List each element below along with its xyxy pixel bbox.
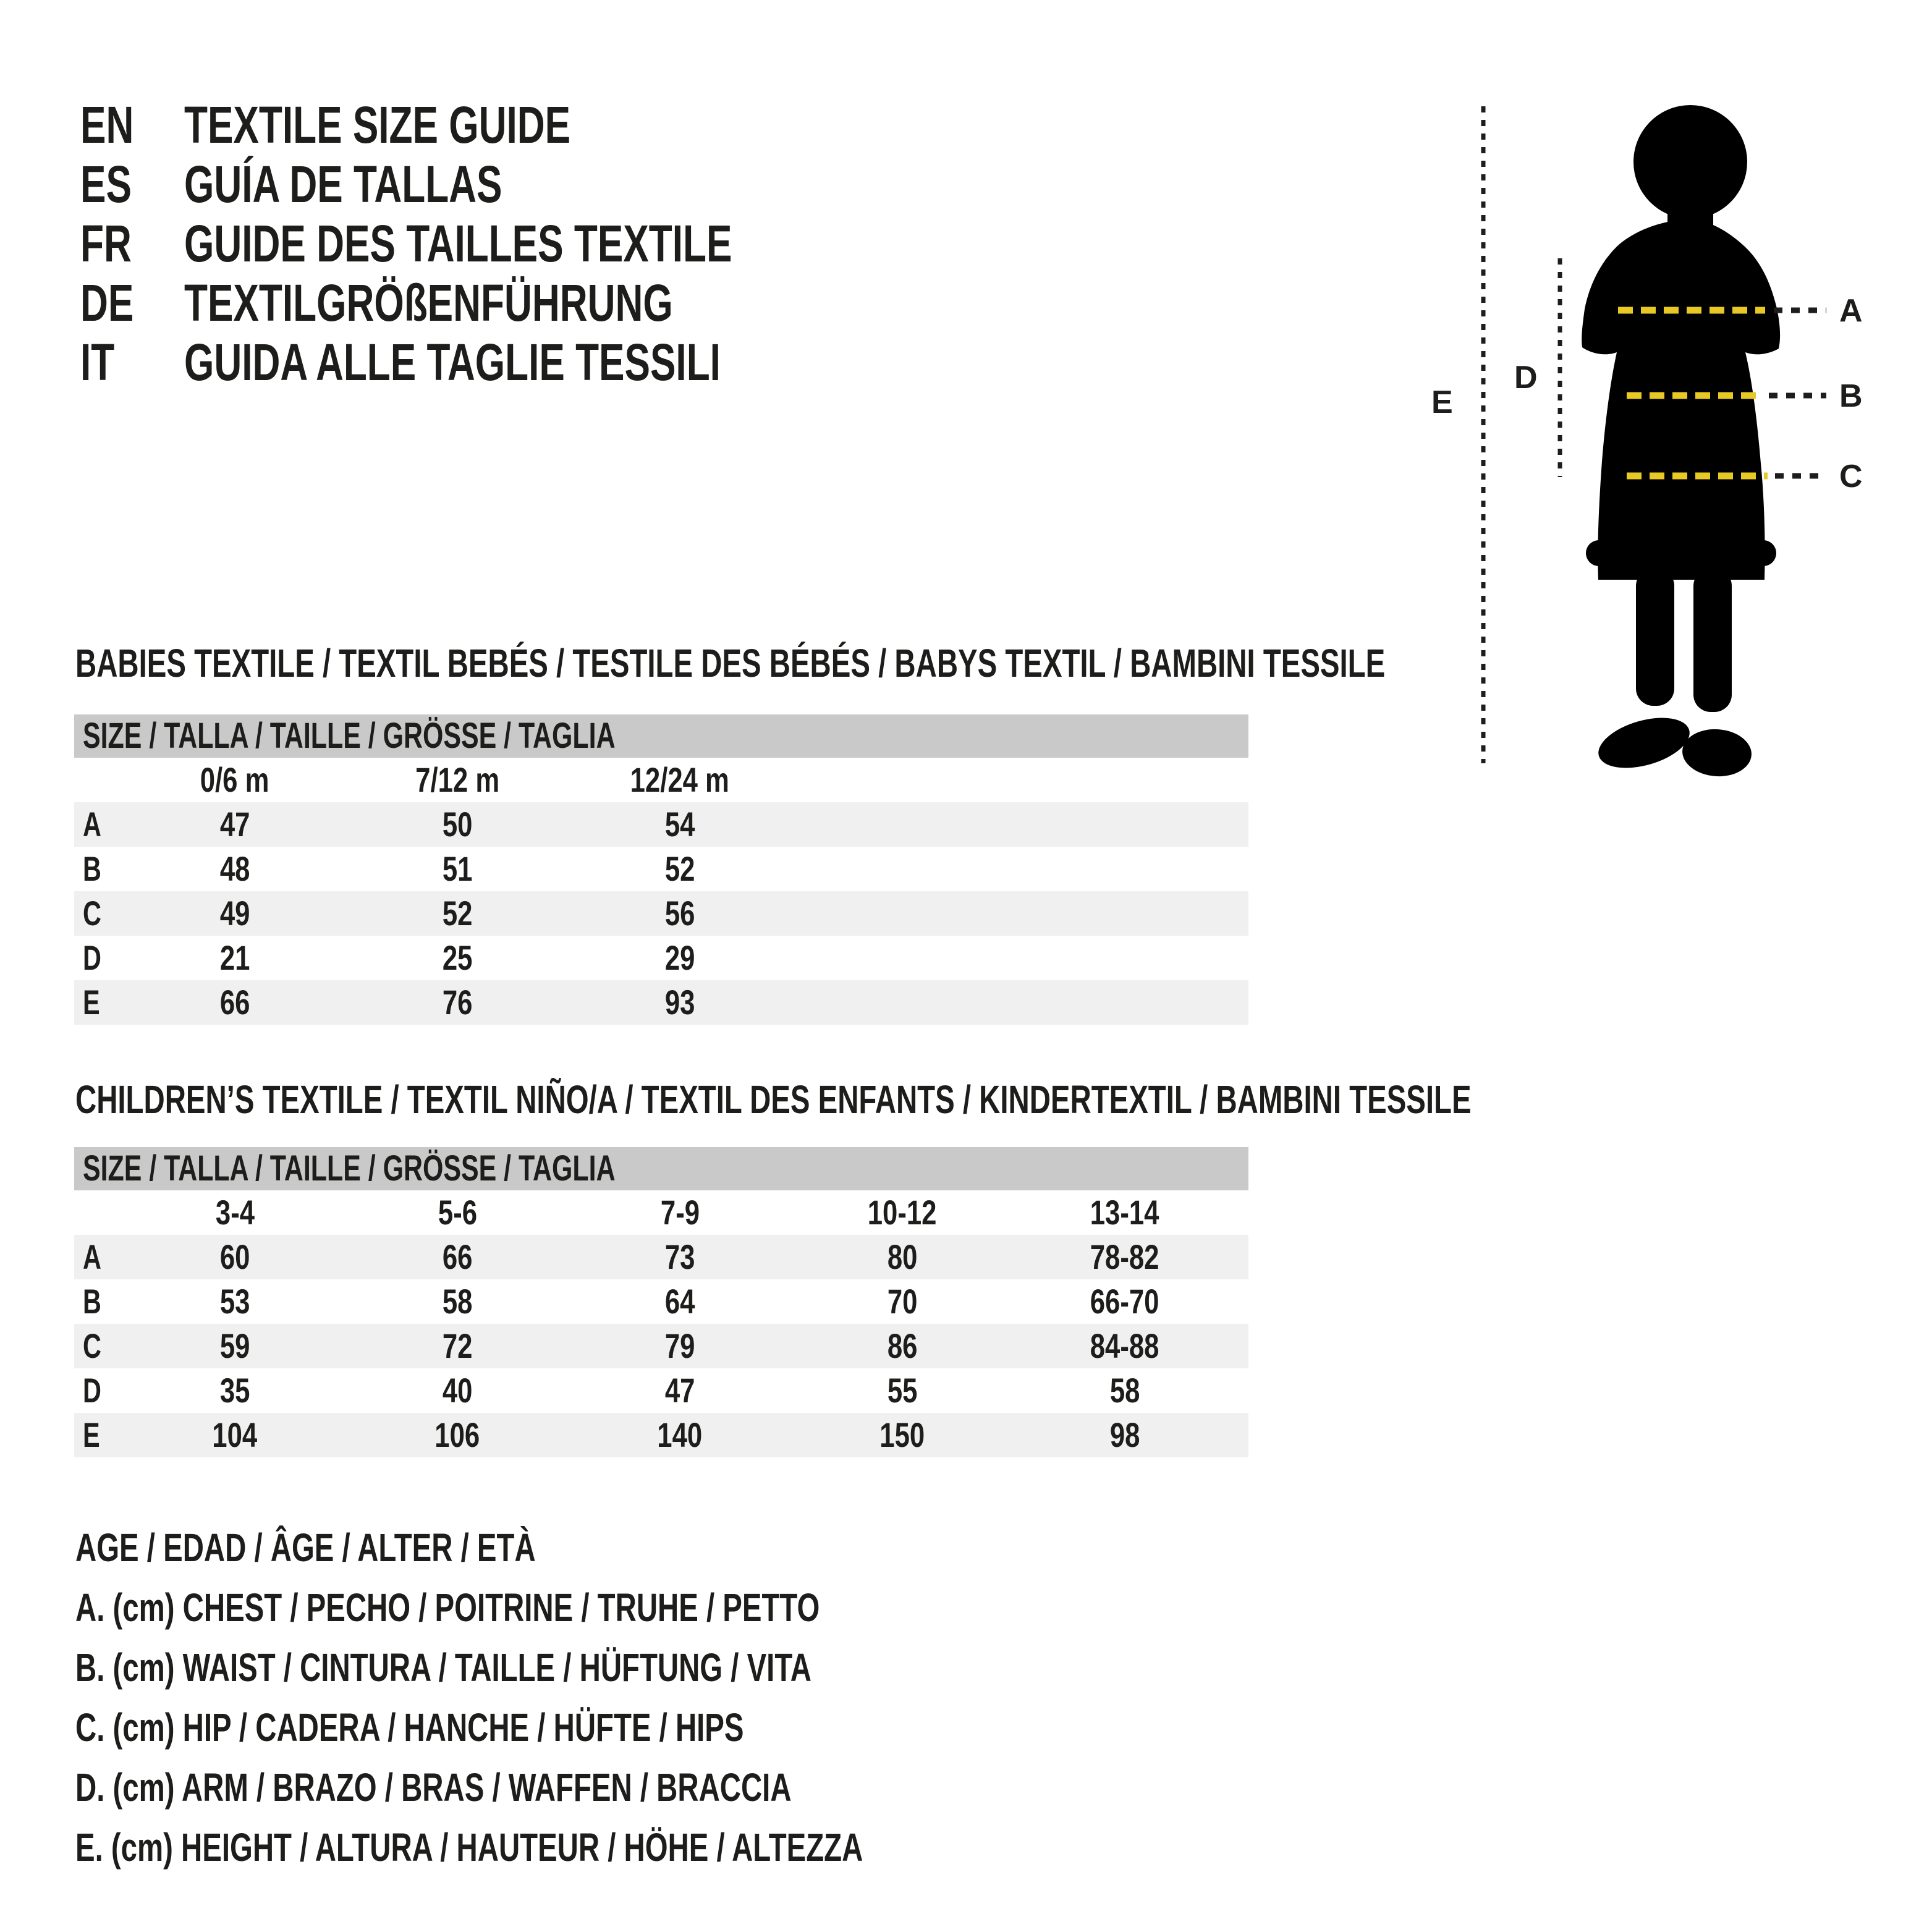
cell-value: 55 bbox=[887, 1371, 918, 1410]
legend-chest-line: A. (cm) CHEST / PECHO / POITRINE / TRUHE / PETTO bbox=[75, 1585, 820, 1630]
table-row bbox=[74, 847, 1248, 891]
measure-label-d: D bbox=[1514, 360, 1538, 396]
legend-height-line: E. (cm) HEIGHT / ALTURA / HAUTEUR / HÖHE / ALTEZZA bbox=[75, 1825, 863, 1870]
cell-value: 25 bbox=[442, 938, 473, 977]
lang-title-en: TEXTILE SIZE GUIDE bbox=[184, 96, 571, 154]
cell-value: 98 bbox=[1109, 1415, 1140, 1454]
cell-value: 104 bbox=[212, 1415, 258, 1454]
cell-value: 60 bbox=[219, 1237, 250, 1276]
legend-arm-line: D. (cm) ARM / BRAZO / BRAS / WAFFEN / BRACCIA bbox=[75, 1765, 792, 1810]
babies-col-0: 0/6 m bbox=[200, 760, 269, 799]
lang-code-es: ES bbox=[80, 155, 132, 213]
measure-label-b: B bbox=[1839, 378, 1863, 414]
cell-value: 66 bbox=[219, 983, 250, 1022]
cell-value: 47 bbox=[219, 805, 250, 844]
cell-value: 52 bbox=[664, 849, 695, 888]
cell-value: 76 bbox=[442, 983, 473, 1022]
cell-value: 84-88 bbox=[1090, 1326, 1159, 1365]
children-col-4: 13-14 bbox=[1090, 1193, 1159, 1232]
row-label: D bbox=[83, 1371, 101, 1410]
babies-table-header-bar: SIZE / TALLA / TAILLE / GRÖSSE / TAGLIA bbox=[74, 714, 1248, 758]
cell-value: 79 bbox=[664, 1326, 695, 1365]
table-row bbox=[74, 1324, 1248, 1368]
children-col-1: 5-6 bbox=[438, 1193, 477, 1232]
measure-label-e: E bbox=[1431, 384, 1453, 420]
table-row bbox=[74, 1413, 1248, 1457]
table-row bbox=[74, 1368, 1248, 1413]
table-row bbox=[74, 1235, 1248, 1279]
cell-value: 49 bbox=[219, 894, 250, 933]
cell-value: 106 bbox=[434, 1415, 480, 1454]
cell-value: 70 bbox=[887, 1282, 918, 1321]
row-label: A bbox=[83, 805, 101, 844]
cell-value: 29 bbox=[664, 938, 695, 977]
cell-value: 80 bbox=[887, 1237, 918, 1276]
cell-value: 66-70 bbox=[1090, 1282, 1159, 1321]
cell-value: 40 bbox=[442, 1371, 473, 1410]
lang-title-de: TEXTILGRÖßENFÜHRUNG bbox=[184, 274, 674, 332]
cell-value: 47 bbox=[664, 1371, 695, 1410]
lang-title-it: GUIDA ALLE TAGLIE TESSILI bbox=[184, 333, 721, 391]
lang-row-fr bbox=[80, 214, 925, 273]
lang-row-es bbox=[80, 155, 925, 214]
lang-row-de bbox=[80, 273, 925, 333]
lang-title-es: GUÍA DE TALLAS bbox=[184, 155, 502, 213]
lang-code-en: EN bbox=[80, 96, 134, 154]
measurement-legend bbox=[75, 1518, 1140, 1878]
children-col-3: 10-12 bbox=[868, 1193, 937, 1232]
table-row bbox=[74, 891, 1248, 936]
babies-col-1: 7/12 m bbox=[415, 760, 499, 799]
children-table-header-bar: SIZE / TALLA / TAILLE / GRÖSSE / TAGLIA bbox=[74, 1147, 1248, 1190]
cell-value: 86 bbox=[887, 1326, 918, 1365]
row-label: E bbox=[83, 1415, 100, 1454]
legend-waist-line: B. (cm) WAIST / CINTURA / TAILLE / HÜFTUNG / VITA bbox=[75, 1645, 811, 1690]
row-label: E bbox=[83, 983, 100, 1022]
children-col-0: 3-4 bbox=[215, 1193, 255, 1232]
cell-value: 21 bbox=[219, 938, 250, 977]
table-row bbox=[74, 1279, 1248, 1324]
babies-section-title: BABIES TEXTILE / TEXTIL BEBÉS / TESTILE DES BÉBÉS / BABYS TEXTIL / BAMBINI TESSILE bbox=[75, 641, 1386, 685]
cell-value: 64 bbox=[664, 1282, 695, 1321]
cell-value: 93 bbox=[664, 983, 695, 1022]
children-section-title: CHILDREN’S TEXTILE / TEXTIL NIÑO/A / TEXTIL DES ENFANTS / KINDERTEXTIL / BAMBINI TESSILE bbox=[75, 1077, 1472, 1122]
lang-title-fr: GUIDE DES TAILLES TEXTILE bbox=[184, 214, 732, 273]
cell-value: 140 bbox=[657, 1415, 703, 1454]
lang-row-it bbox=[80, 333, 925, 392]
cell-value: 73 bbox=[664, 1237, 695, 1276]
measure-label-a: A bbox=[1839, 293, 1863, 329]
babies-col-2: 12/24 m bbox=[630, 760, 730, 799]
cell-value: 58 bbox=[442, 1282, 473, 1321]
legend-age-line: AGE / EDAD / ÂGE / ALTER / ETÀ bbox=[75, 1525, 536, 1570]
lang-code-fr: FR bbox=[80, 214, 132, 273]
cell-value: 66 bbox=[442, 1237, 473, 1276]
table-row bbox=[74, 936, 1248, 980]
legend-hip-line: C. (cm) HIP / CADERA / HANCHE / HÜFTE / HIPS bbox=[75, 1705, 744, 1750]
cell-value: 48 bbox=[219, 849, 250, 888]
table-row bbox=[74, 802, 1248, 847]
language-title-list bbox=[80, 95, 925, 392]
children-col-2: 7-9 bbox=[660, 1193, 700, 1232]
cell-value: 56 bbox=[664, 894, 695, 933]
row-label: C bbox=[83, 1326, 101, 1365]
row-label: C bbox=[83, 894, 101, 933]
cell-value: 72 bbox=[442, 1326, 473, 1365]
row-label: A bbox=[83, 1237, 101, 1276]
cell-value: 52 bbox=[442, 894, 473, 933]
cell-value: 35 bbox=[219, 1371, 250, 1410]
row-label: B bbox=[83, 1282, 101, 1321]
cell-value: 54 bbox=[664, 805, 695, 844]
lang-code-de: DE bbox=[80, 274, 134, 332]
cell-value: 50 bbox=[442, 805, 473, 844]
children-size-table bbox=[74, 1147, 1248, 1457]
cell-value: 58 bbox=[1109, 1371, 1140, 1410]
lang-code-it: IT bbox=[80, 333, 115, 391]
measure-label-c: C bbox=[1839, 459, 1863, 494]
row-label: B bbox=[83, 849, 101, 888]
cell-value: 53 bbox=[219, 1282, 250, 1321]
table-row bbox=[74, 980, 1248, 1025]
babies-column-header-row bbox=[74, 758, 1248, 802]
babies-size-table bbox=[74, 714, 1248, 1025]
children-column-header-row bbox=[74, 1190, 1248, 1235]
lang-row-en bbox=[80, 95, 925, 155]
cell-value: 78-82 bbox=[1090, 1237, 1159, 1276]
row-label: D bbox=[83, 938, 101, 977]
cell-value: 51 bbox=[442, 849, 473, 888]
cell-value: 150 bbox=[879, 1415, 925, 1454]
cell-value: 59 bbox=[219, 1326, 250, 1365]
